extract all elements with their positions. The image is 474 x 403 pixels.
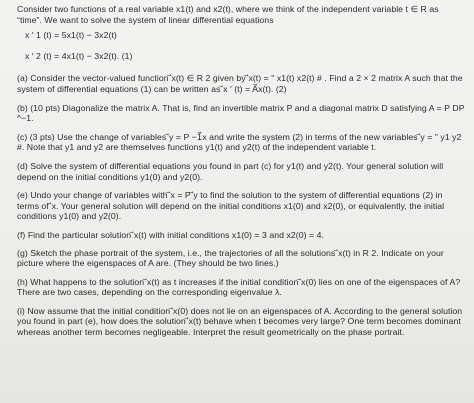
part-g: (g) Sketch the phase portrait of the system, i.e., the trajectories of all the solutions ⃗x(t) in R 2. Indicate on your picture where the eigenspaces of A are. (They should be two lines.) bbox=[17, 247, 444, 269]
part-a: (a) Consider the vector-valued function ⃗x(t) ∈ R 2 given by ⃗x(t) = " x1(t) x2(t) # . Find a 2 × 2 matrix A such that the system of differential equations (1) can be written as ⃗x ′ (t) = A⃗x(t). (2) bbox=[17, 73, 463, 94]
part-b: (b) (10 pts) Diagonalize the matrix A. That is, find an invertible matrix P and a diagonal matrix D satisfying A = P DP ^−1. bbox=[17, 102, 465, 124]
equation-1: x ′ 1 (t) = 5x1(t) − 3x2(t) bbox=[25, 30, 117, 41]
intro-paragraph: Consider two functions of a real variable x1(t) and x2(t), where we think of the independent variable t ∈ R as “time”. We want to solve the system of linear differential equations bbox=[17, 4, 439, 25]
part-c: (c) (3 pts) Use the change of variables ⃗y = P −1⃗x and write the system (2) in terms of the new variables ⃗y = " y1 y2 #. Note that y1 and y2 are themselves functions y1(t) and y2(t) of the independent variable t. bbox=[17, 131, 462, 153]
part-i: (i) Now assume that the initial condition ⃗x(0) does not lie on an eigenspaces of A. According to the general solution you found in part (e), how does the solution ⃗x(t) behave when t becomes very large? One term becomes dominant whereas another term becomes negligeable. Interpret the result geometrically on the phase portrait. bbox=[17, 305, 463, 338]
equation-2: x ′ 2 (t) = 4x1(t) − 3x2(t). (1) bbox=[25, 50, 133, 61]
part-f: (f) Find the particular solution ⃗x(t) with initial conditions x1(0) = 3 and x2(0) = 4. bbox=[17, 229, 324, 240]
part-e: (e) Undo your change of variables with ⃗x = P ⃗y to find the solution to the system of differential equations (2) in terms of ⃗x. Your general solution will depend on the initial conditions x1(0) and x2(0), or equivalently, the initial conditions y1(0) and y2(0). bbox=[17, 190, 445, 222]
part-h: (h) What happens to the solution ⃗x(t) as t increases if the initial condition ⃗x(0) lies on one of the eigenspaces of A? There are two cases, depending on the corresponding eigenvalue λ. bbox=[17, 276, 461, 298]
part-d: (d) Solve the system of differential equations you found in part (c) for y1(t) and y2(t). Your general solution will depend on the initial conditions y1(0) and y2(0). bbox=[17, 160, 444, 182]
